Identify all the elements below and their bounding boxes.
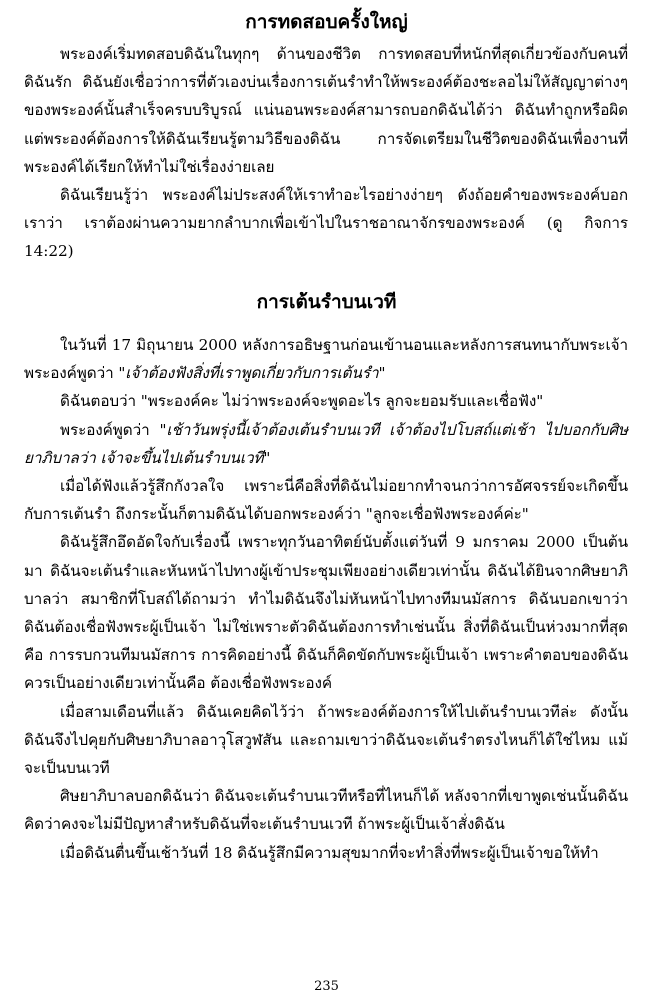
paragraph: พระองค์เริ่มทดสอบดิฉันในทุกๆ ด้านของชีวิต การทดสอบที่หนักที่สุดเกี่ยวข้องกับคนที่ดิฉันรัก ดิฉันยังเชื่อว่าการที่ตัวเองบ่นเรื่องการเต้นรำทำให้พระองค์ต้องชะลอไม่ให้สัญญาต่างๆ ของพระองค์นั้นสำเร็จครบบริบูรณ์ แน่นอนพระองค์สามารถบอกดิฉันได้ว่า ดิฉันทำถูกหรือผิด แต่พระองค์ต้องการให้ดิฉันเรียนรู้ตามวิธีของดิฉัน การจัดเตรียมในชีวิตของดิฉันเพื่องานที่พระองค์ได้เรียกให้ทำไม่ใช่เรื่องง่ายเลย	[24, 45, 628, 176]
paragraph	[24, 416, 628, 472]
section-title-great-test: การทดสอบครั้งใหญ่	[245, 11, 408, 33]
paragraph: เมื่อดิฉันตื่นขึ้นเช้าวันที่ 18 ดิฉันรู้สึกมีความสุขมากที่จะทำสิ่งที่พระผู้เป็นเจ้าขอให้ทำ	[60, 843, 599, 862]
page-number: 235	[314, 979, 339, 994]
section-body-stage-dance	[24, 331, 628, 867]
paragraph: ศิษยาภิบาลบอกดิฉันว่า ดิฉันจะเต้นรำบนเวทีหรือที่ไหนก็ได้ หลังจากที่เขาพูดเช่นนั้นดิฉันคิดว่าคงจะไม่มีปัญหาสำหรับดิฉันที่จะเต้นรำบนเวที ถ้าพระผู้เป็นเจ้าสั่งดิฉัน	[24, 787, 628, 834]
paragraph-text: ในวันที่ 17 มิถุนายน 2000 หลังการอธิษฐานก่อนเข้านอนและหลังการสนทนากับพระเจ้า พระองค์พูดว่า	[24, 336, 628, 383]
quoted-speech: "เช้าวันพรุ่งนี้เจ้าต้องเต้นรำบนเวที เจ้าต้องไปโบสถ์แต่เช้า ไปบอกกับศิษยาภิบาลว่า เจ้าจะขึ้นไปเต้นรำบนเวที"	[24, 420, 628, 467]
section-title-stage-dance: การเต้นรำบนเวที	[256, 291, 397, 313]
paragraph: ดิฉันรู้สึกอึดอัดใจกับเรื่องนี้ เพราะทุกวันอาทิตย์นับตั้งแต่วันที่ 9 มกราคม 2000 เป็นต้นมา ดิฉันจะเต้นรำและหันหน้าไปทางผู้เข้าประชุมเพียงอย่างเดียวเท่านั้น ดิฉันได้ยินจากศิษยาภิบาลว่า สมาชิกที่โบสถ์ได้ถามว่า ทำไมดิฉันจึงไม่หันหน้าไปทางทีมนมัสการ ดิฉันบอกเขาว่าดิฉันต้องเชื่อฟังพระผู้เป็นเจ้า ไม่ใช่เพราะตัวดิฉันต้องการทำเช่นนั้น สิ่งที่ดิฉันเป็นห่วงมากที่สุดคือ การรบกวนทีมนมัสการ การคิดอย่างนี้ ดิฉันก็คิดขัดกับพระผู้เป็นเจ้า เพราะคำตอบของดิฉันควรเป็นอย่างเดียวเท่านั้นคือ ต้องเชื่อฟังพระองค์	[24, 533, 628, 693]
paragraph: ดิฉันตอบว่า "พระองค์คะ ไม่ว่าพระองค์จะพูดอะไร ลูกจะยอมรับและเชื่อฟัง"	[60, 392, 544, 411]
paragraph: เมื่อสามเดือนที่แล้ว ดิฉันเคยคิดไว้ว่า ถ้าพระองค์ต้องการให้ไปเต้นรำบนเวทีล่ะ ดังนั้นดิฉันจึงไปคุยกับศิษยาภิบาลอาวุโสวูฬสัน และถามเขาว่าดิฉันจะเต้นรำตรงไหนก็ได้ใช่ไหม แม้จะเป็นบนเวที	[24, 702, 628, 778]
paragraph	[24, 331, 628, 387]
quoted-speech: "เจ้าต้องฟังสิ่งที่เราพูดเกี่ยวกับการเต้นรำ"	[118, 364, 386, 383]
paragraph: ดิฉันเรียนรู้ว่า พระองค์ไม่ประสงค์ให้เราทำอะไรอย่างง่ายๆ ดังถ้อยคำของพระองค์บอกเราว่า เราต้องผ่านความยากลำบากเพื่อเข้าไปในราชอาณาจักรของพระองค์ (ดู กิจการ 14:22)	[24, 186, 628, 261]
section-body-great-test	[24, 40, 628, 266]
paragraph-text: พระองค์พูดว่า	[60, 420, 160, 439]
paragraph: เมื่อได้ฟังแล้วรู้สึกกังวลใจ เพราะนี่คือสิ่งที่ดิฉันไม่อยากทำจนกว่าการอัศจรรย์จะเกิดขึ้นกับการเต้นรำ ถึงกระนั้นก็ตามดิฉันได้บอกพระองค์ว่า "ลูกจะเชื่อฟังพระองค์ค่ะ"	[24, 477, 628, 524]
